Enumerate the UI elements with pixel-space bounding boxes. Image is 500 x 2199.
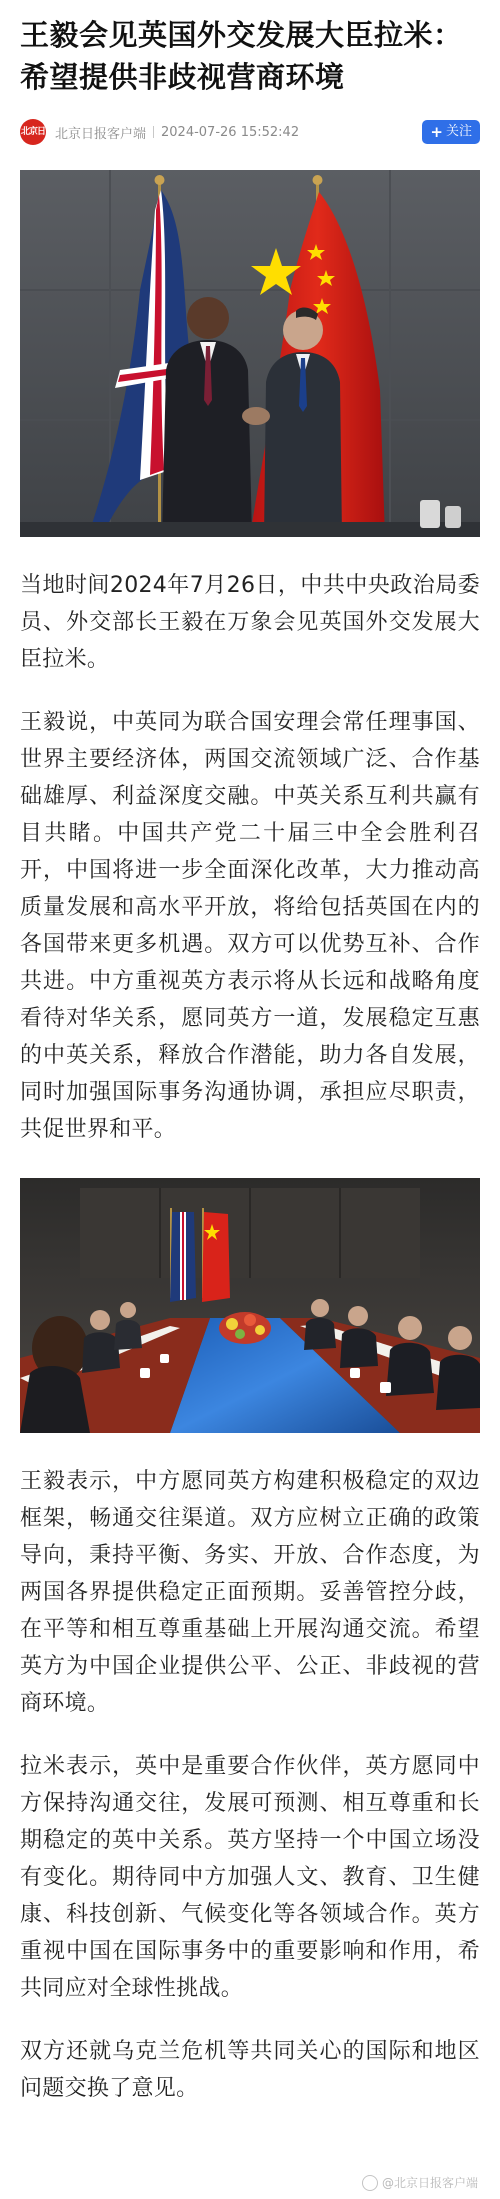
paragraph-4: 拉米表示，英中是重要合作伙伴，英方愿同中方保持沟通交往，发展可预测、相互尊重和长期稳定的英中关系。英方坚持一个中国立场没有变化。期待同中方加强人文、教育、卫生健康、科技创新、气候变化等各领域合作。英方重视中国在国际事务中的重要影响和作用，希共同应对全球性挑战。 xyxy=(20,1754,480,2001)
source-logo[interactable]: 北京日报 xyxy=(20,119,46,145)
watermark xyxy=(362,2174,478,2191)
source-bar xyxy=(20,118,480,163)
plus-icon: + xyxy=(430,123,443,141)
handshake-photo[interactable] xyxy=(20,170,480,537)
source-name[interactable]: 北京日报客户端 xyxy=(55,126,147,142)
paragraph-2: 王毅说，中英同为联合国安理会常任理事国、世界主要经济体，两国交流领域广泛、合作基础雄厚、利益深度交融。中英关系互利共赢有目共睹。中国共产党二十届三中全会胜利召开，中国将进一步全面深化改革，大力推动高质量发展和高水平开放，将给包括英国在内的各国带来更多机遇。双方可以优势互补、合作共进。中方重视英方表示将从长远和战略角度看待对华关系，愿同英方一道，发展稳定互惠的中英关系，释放合作潜能，助力各自发展，同时加强国际事务沟通协调，承担应尽职责，共促世界和平。 xyxy=(20,710,480,1142)
paragraph-1: 当地时间2024年7月26日，中共中央政治局委员、外交部长王毅在万象会见英国外交发展大臣拉米。 xyxy=(20,573,480,672)
source-divider xyxy=(153,126,154,138)
publish-time: 2024-07-26 15:52:42 xyxy=(161,124,300,140)
watermark-text: @北京日报客户端 xyxy=(381,2176,478,2190)
paragraph-5: 双方还就乌克兰危机等共同关心的国际和地区问题交换了意见。 xyxy=(20,2039,480,2101)
weibo-icon xyxy=(362,2175,378,2191)
meeting-table-photo[interactable] xyxy=(20,1178,480,1433)
follow-label: 关注 xyxy=(445,124,472,139)
article-title: 王毅会见英国外交发展大臣拉米：希望提供非歧视营商环境 xyxy=(20,18,463,94)
follow-button[interactable] xyxy=(422,120,480,144)
paragraph-3: 王毅表示，中方愿同英方构建积极稳定的双边框架，畅通交往渠道。双方应树立正确的政策导向，秉持平衡、务实、开放、合作态度，为两国各界提供稳定正面预期。妥善管控分歧，在平等和相互尊重基础上开展沟通交流。希望英方为中国企业提供公平、公正、非歧视的营商环境。 xyxy=(20,1469,480,1716)
